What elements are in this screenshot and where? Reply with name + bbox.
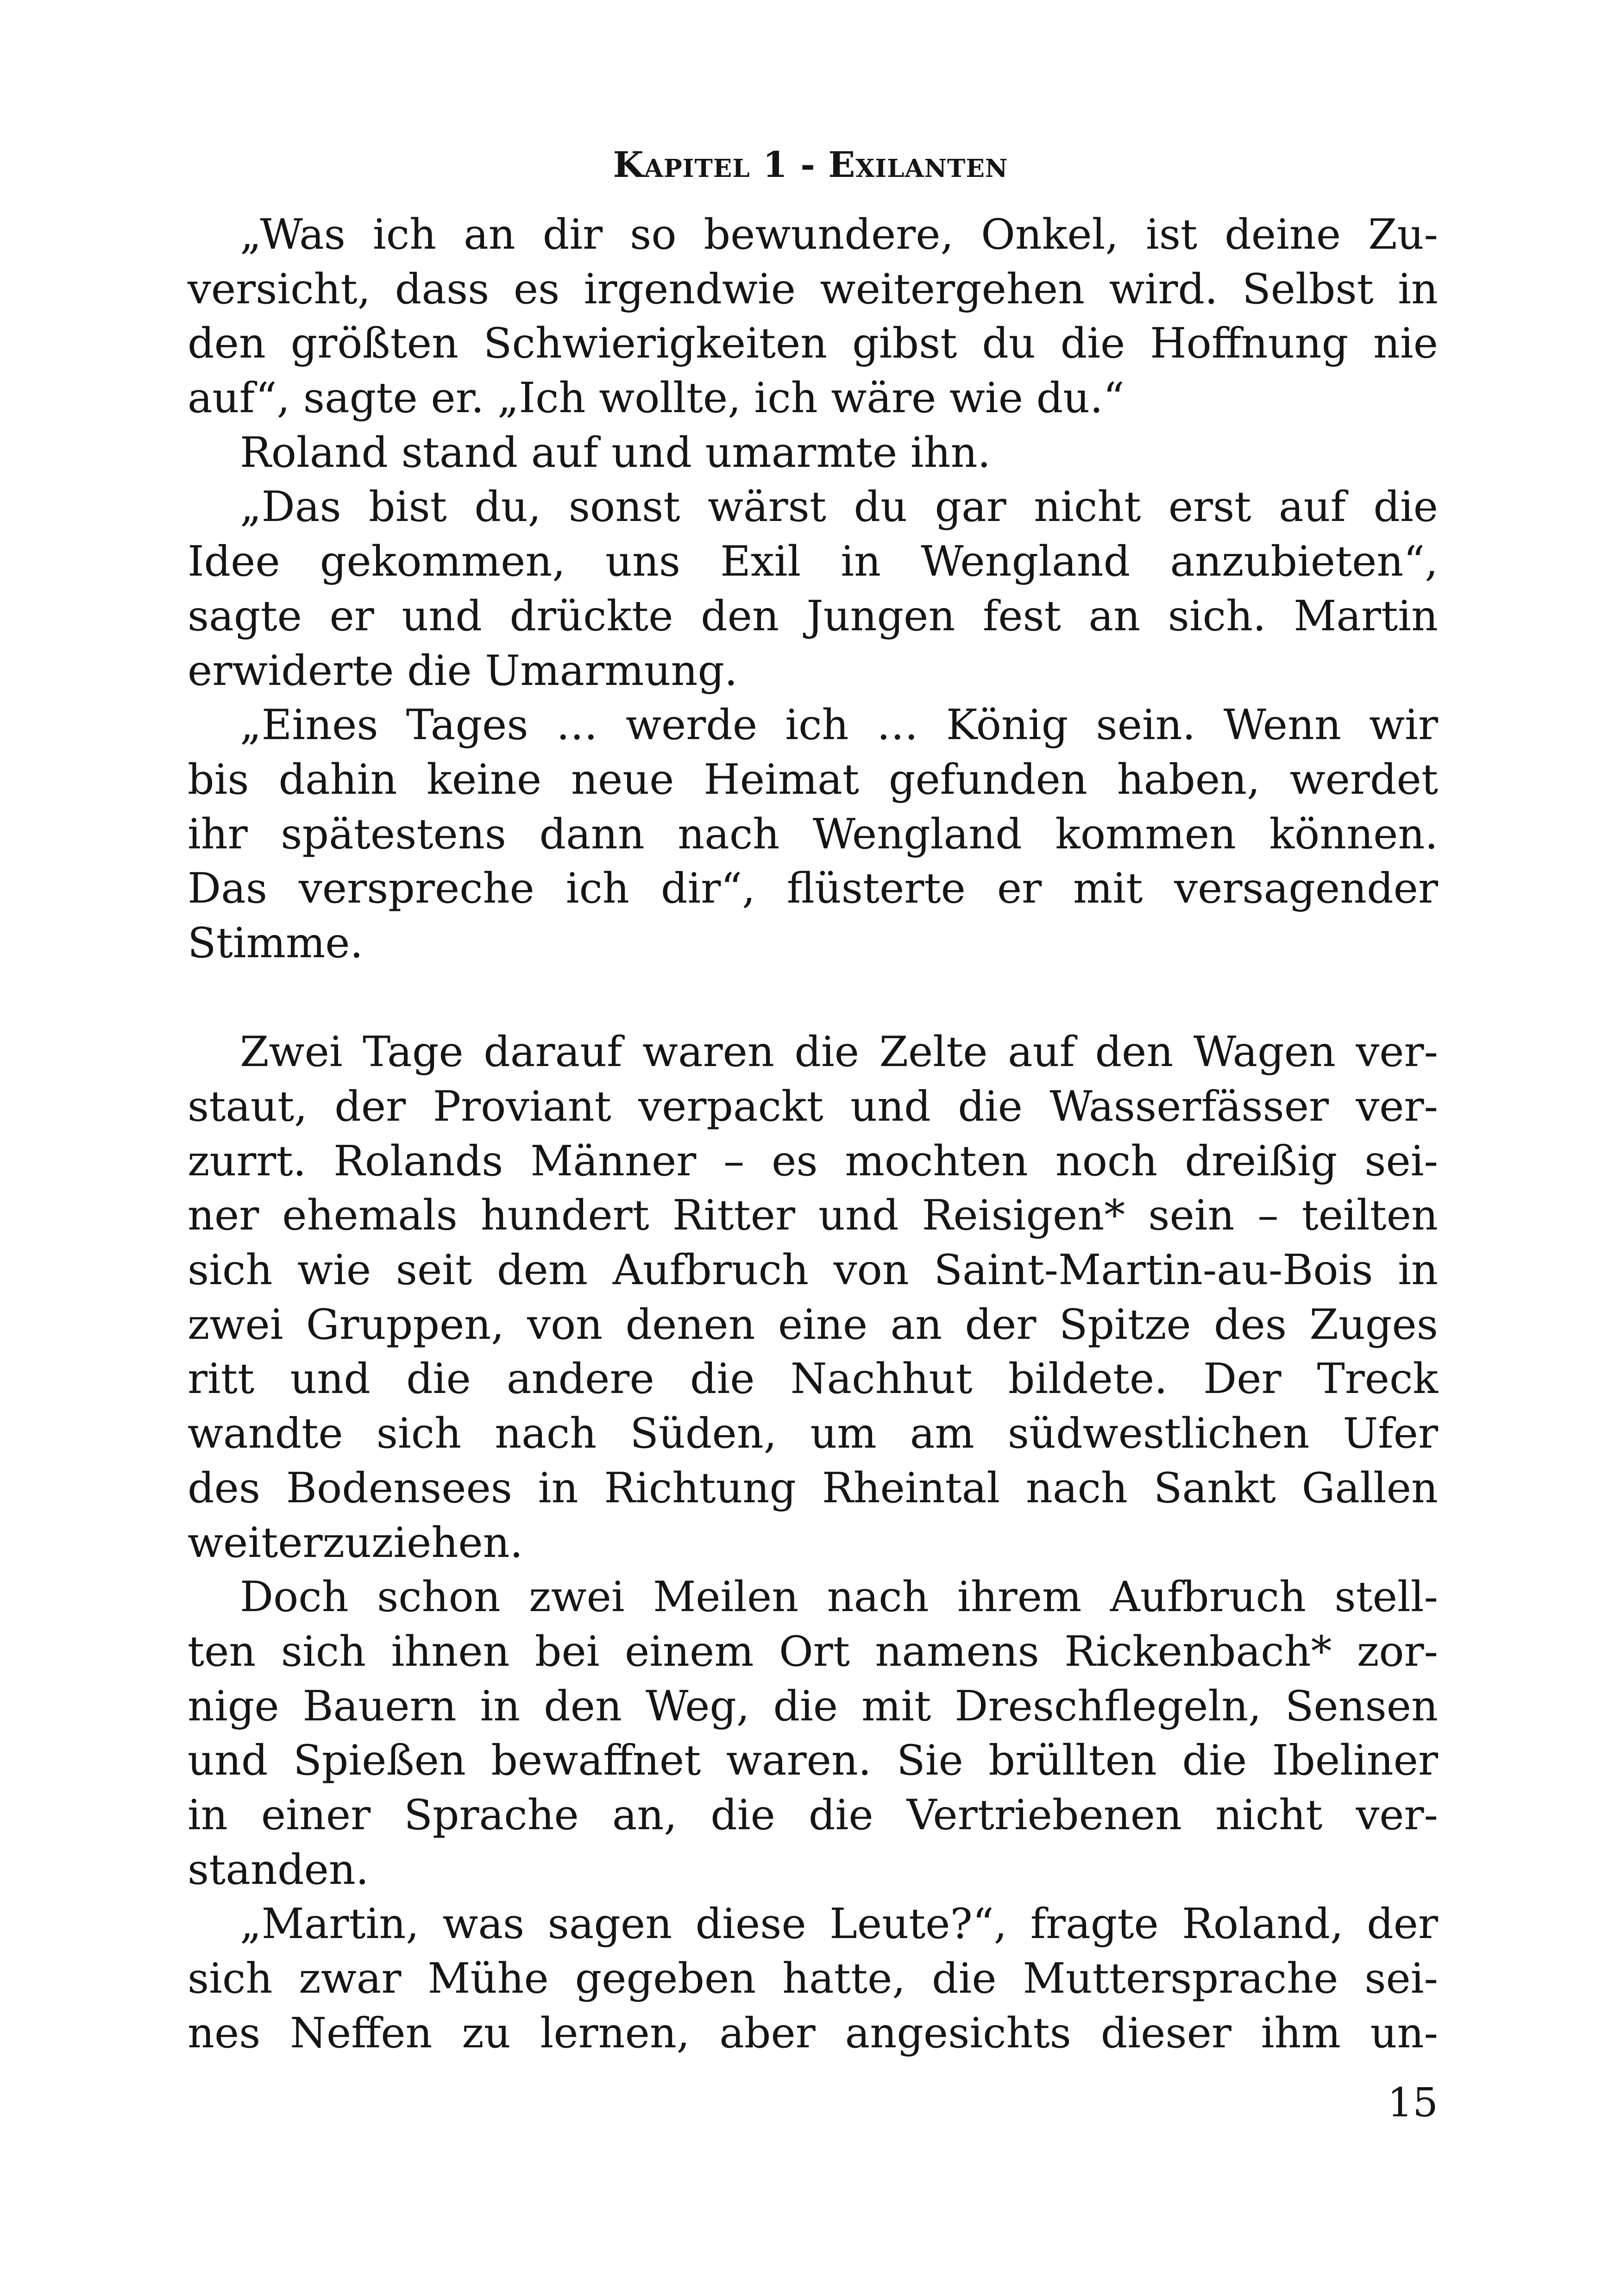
text-line-content: ten sich ihnen bei einem Ort namens Rickenbach* zor-	[188, 1627, 1438, 1676]
text-line	[188, 1079, 1438, 1134]
text-line-content: wandte sich nach Süden, um am südwestlichen Ufer	[188, 1409, 1438, 1458]
text-line-content: nes Neffen zu lernen, aber angesichts dieser ihm un-	[188, 2008, 1438, 2058]
text-line-content: zurrt. Rolands Männer – es mochten noch dreißig sei-	[188, 1136, 1438, 1186]
text-line-content: „Eines Tages … werde ich … König sein. Wenn wir	[240, 701, 1438, 750]
chapter-heading: Kapitel 1 - Exilanten	[613, 144, 1008, 185]
text-line	[188, 1843, 1438, 1897]
text-line-content: Doch schon zwei Meilen nach ihrem Aufbruch stell-	[240, 1573, 1438, 1622]
text-line	[188, 534, 1438, 589]
text-line-content: weiterzuziehen.	[188, 1518, 523, 1567]
text-line	[188, 1352, 1438, 1406]
text-line	[188, 207, 1438, 262]
text-line	[188, 916, 1438, 971]
text-line	[188, 1406, 1438, 1461]
text-line	[188, 1188, 1438, 1243]
text-line-content: sagte er und drückte den Jungen fest an sich. Martin	[188, 591, 1438, 640]
paragraph-break	[188, 971, 1438, 1025]
text-line	[188, 426, 1438, 480]
text-line	[188, 1951, 1438, 2006]
text-line-content: versicht, dass es irgendwie weitergehen wird. Selbst in	[188, 264, 1438, 314]
text-line	[188, 1298, 1438, 1352]
text-line-content: „Was ich an dir so bewundere, Onkel, ist deine Zu-	[240, 210, 1438, 259]
text-line-content: Idee gekommen, uns Exil in Wengland anzubieten“,	[188, 537, 1438, 586]
text-line-content: zwei Gruppen, von denen eine an der Spitze des Zuges	[188, 1300, 1438, 1349]
text-line-content: Das verspreche ich dir“, flüsterte er mit versagender	[188, 864, 1438, 913]
text-line	[188, 1570, 1438, 1625]
text-line	[188, 1897, 1438, 1951]
text-line-content: auf“, sagte er. „Ich wollte, ich wäre wie du.“	[188, 374, 1125, 423]
page-number: 15	[1387, 2080, 1438, 2126]
text-line-content: staut, der Proviant verpackt und die Wasserfässer ver-	[188, 1082, 1438, 1131]
text-line	[188, 1025, 1438, 1079]
text-line-content: den größten Schwierigkeiten gibst du die Hoffnung nie	[188, 319, 1438, 368]
text-line	[188, 753, 1438, 807]
text-line	[188, 316, 1438, 371]
text-line	[188, 1679, 1438, 1734]
text-line	[188, 371, 1438, 426]
text-line	[188, 1134, 1438, 1189]
text-line	[188, 1516, 1438, 1570]
text-line	[188, 698, 1438, 753]
text-line	[188, 1243, 1438, 1298]
text-line	[188, 861, 1438, 916]
text-line-content: in einer Sprache an, die die Vertriebenen nicht ver-	[188, 1790, 1438, 1839]
text-line-content: des Bodensees in Richtung Rheintal nach Sankt Gallen	[188, 1463, 1438, 1512]
text-line-content: ritt und die andere die Nachhut bildete. Der Treck	[188, 1355, 1438, 1404]
text-line	[188, 1461, 1438, 1516]
text-line	[188, 2006, 1438, 2061]
text-line-content: erwiderte die Umarmung.	[188, 646, 738, 695]
text-line-content: Zwei Tage darauf waren die Zelte auf den Wagen ver-	[240, 1028, 1438, 1077]
text-line-content: sich zwar Mühe gegeben hatte, die Muttersprache sei-	[188, 1954, 1438, 2003]
text-line-content: Roland stand auf und umarmte ihn.	[240, 428, 991, 477]
text-line-content: Stimme.	[188, 918, 364, 967]
text-line-content: „Martin, was sagen diese Leute?“, fragte Roland, der	[240, 1900, 1438, 1949]
text-line-content: und Spießen bewaffnet waren. Sie brüllten die Ibeliner	[188, 1736, 1438, 1785]
text-line-content: standen.	[188, 1845, 369, 1894]
text-line-content: nige Bauern in den Weg, die mit Dreschflegeln, Sensen	[188, 1681, 1438, 1731]
text-line-content: ihr spätestens dann nach Wengland kommen können.	[188, 809, 1438, 859]
text-line	[188, 589, 1438, 644]
text-line-content: bis dahin keine neue Heimat gefunden haben, werdet	[188, 755, 1438, 804]
body-text	[188, 207, 1438, 2060]
text-line	[188, 644, 1438, 698]
text-line	[188, 262, 1438, 317]
text-line-content: „Das bist du, sonst wärst du gar nicht erst auf die	[240, 483, 1438, 532]
text-line	[188, 1733, 1438, 1788]
text-line-content: ner ehemals hundert Ritter und Reisigen* sein – teilten	[188, 1191, 1438, 1240]
text-line	[188, 1788, 1438, 1843]
text-line	[188, 1625, 1438, 1679]
text-line	[188, 807, 1438, 862]
text-line	[188, 480, 1438, 534]
text-line-content: sich wie seit dem Aufbruch von Saint-Martin-au-Bois in	[188, 1246, 1438, 1295]
